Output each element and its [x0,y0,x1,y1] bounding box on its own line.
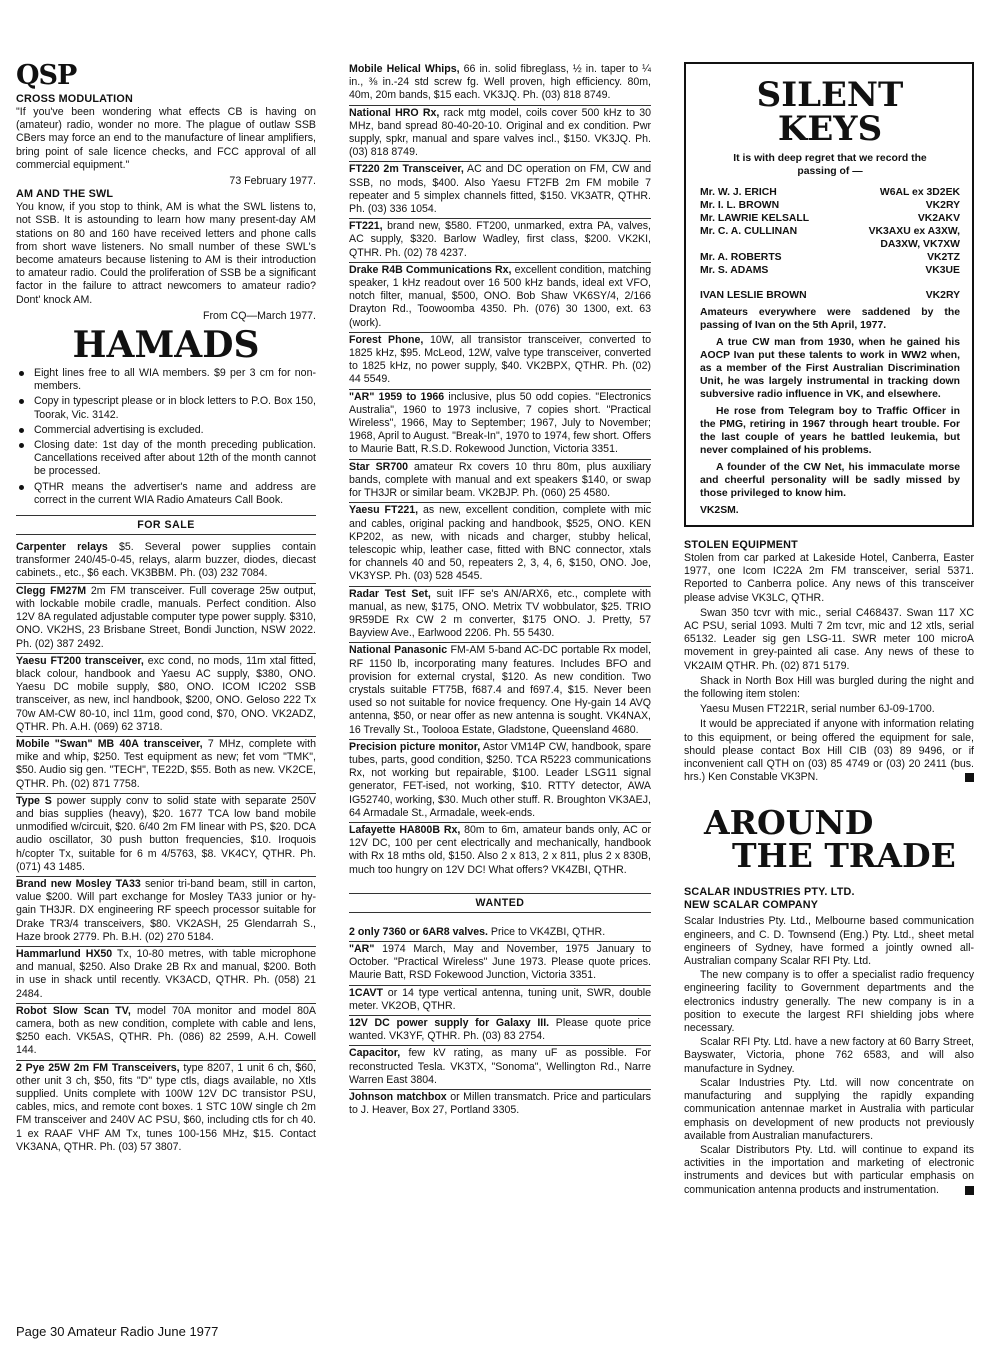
obituary-para: Amateurs everywhere were saddened by the passing of Ivan on the 5th April, 1977. [700,307,960,331]
list-item: Brand new Mosley TA33 senior tri-band beam, still in carton, value $200. Will part exchange for Mosley TA33 junior or hy-gain TH3JR. DX engineering RF speech processor suitable for Drake TR3/4 transceivers, $80. VK2ASH, 25 Glendarrah S., Haze brook 2779. Ph. B.H. (02) 270 5184. [16,877,316,947]
list-item: Robot Slow Scan TV, model 70A monitor and model 80A camera, both as new condition, complete with cable and lens, $250 each. VK5AS, QTHR. Ph. (086) 82 2599, A.H. Cowell 144. [16,1004,316,1061]
stolen-para: Stolen from car parked at Lakeside Hotel, Canberra, Easter 1977, one Icom IC22A 2m FM transceiver, serial 5371. Reported to Canberra police. Any news of this transceiver please advise VK3LC, QTHR. [684,552,974,604]
cross-modulation-heading: CROSS MODULATION [16,93,133,105]
list-item: National Panasonic FM-AM 5-band AC-DC portable Rx model, RF 1150 lb, incorporating many features. Includes BFO and provision for external crystal, $120. As new condition. Two crystals suitable FT75B, f687.4 and f697.4, $15. Never been used so not suitable for novice frequency. One Hy-gain 14 AVQ antenna, $50, or near offer as new antenna is sought. VK4NAX, 16 Trevally St., Toolooa Estate, Gladstone, Queensland 4680. [349,643,651,739]
list-item: Yaesu FT200 transceiver, exc cond, no mods, 11m xtal fitted, black colour, handbook and Yaesu AC supply, $380, ONO. Yaesu DC mobile supply, $80, ONO. ICOM IC202 SSB transceiver, as new, incl handbook, $200, ONO. Geloso 222 Tx 70w AM-CW 80-10, incl 11m, good cond, $70, ONO. VK2ADZ, QTHR. Ph. A.H. (069) 62 3718. [16,654,316,737]
stolen-para: Yaesu Musen FT221R, serial number 6J-09-1700. [700,703,935,716]
stolen-equipment-heading: STOLEN EQUIPMENT [684,539,798,551]
list-item: "AR" 1974 March, May and November, 1975 January to October. "Practical Wireless" June 1973. Please quote prices. Maurie Batt, RSD Fokewood Junction, Victoria 3351. [349,942,651,986]
list-item: Mr. C. A. CULLINAN VK3AXU ex A3XW, [700,226,960,237]
list-item: Johnson matchbox or Millen transmatch. Price and particulars to J. Heaver, Box 27, Portland 3305. [349,1091,651,1117]
list-item: Eight lines free to all WIA members. $9 per 3 cm for non-members. [16,367,316,393]
obituary-para: A founder of the CW Net, his immaculate morse and cheerful personality will be sadly missed by those privileged to know him. [700,462,960,499]
for-sale-list [16,540,316,1156]
list-item: Lafayette HA800B Rx, 80m to 6m, amateur bands only, AC or 12V DC, 100 per cent electrically and mechanically, handbook with Rx 18 mths old, $150. Also 2 x 813, 2 x 811, plus 2 x 830B, much too hungry on 12V DC! What offers? VK4ZBI, QTHR. [349,823,651,876]
obituary-heading: IVAN LESLIE BROWN VK2RY [700,290,960,301]
end-mark-icon [965,773,974,782]
trade-para: Scalar Industries Pty. Ltd., Melbourne based communication engineers, and C. D. Townsend (Eng.) Pty. Ltd., sheet metal engineers of Sydney, have formed a jointly owned all-Australian company Scalar RFI Pty. Ltd. [684,915,974,968]
end-mark-icon [965,1186,974,1195]
list-item: Mr. W. J. ERICH W6AL ex 3D2EK [700,187,960,198]
silent-keys-box [684,62,974,527]
list-item: FT220 2m Transceiver, AC and DC operation on FM, CW and SSB, no mods, $400. Also Yaesu FT2FB 2m FM mobile 7 repeater and 5 simplex channels fitted, $150. VK3ATR, QTHR. Ph. (03) 336 1054. [349,162,651,219]
left-column [16,62,316,1156]
list-item: Copy in typescript please or in block letters to P.O. Box 150, Toorak, Vic. 3142. [16,395,316,421]
hamads-title: HAMADS [72,324,260,367]
for-sale-heading: FOR SALE [16,515,316,535]
page-footer: Page 30 Amateur Radio June 1977 [16,1324,219,1339]
obituary-para: He rose from Telegram boy to Traffic Officer in the PMG, retiring in 1967 through heart trouble. For the last couple of years he battled leukemia, but never complained of his problems. [700,406,960,456]
am-swl-text: You know, if you stop to think, AM is what the SWL listens to, not SSB. It is astounding to learn how many present-day AM stations on 80 and 160 have received letters and phone calls from short wave listeners. No small number of these SWL's become amateurs because listening to AM is their introduction to amateur radio. Could the proliferation of SSB be a significant factor in the failure to attract newcomers to amateur radio? Dont' knock AM. [16,201,316,306]
hamads-rules [16,367,316,507]
list-item: 12V DC power supply for Galaxy III. Please quote price wanted. VK3YF, QTHR. Ph. (03) 83 2754. [349,1016,651,1046]
silent-keys-list [700,186,960,277]
am-swl-heading: AM AND THE SWL [16,188,114,201]
list-item: Type S power supply conv to solid state with separate 250V and bias supplies (heavy), $20. 1677 TCA low band mobile unmodified w/circuit, $20. 6/40 2m FM linear with PS, $20. DCA audio oscillator, 30 push button frequencies, $10. Iroquois h/copter Tx, suitable for 6 m 4/5763, $8. VK4CY, QTHR. Ph. (071) 43 1485. [16,794,316,877]
stolen-para: Shack in North Box Hill was burgled during the night and the following item stolen: [684,674,974,701]
middle-column [349,62,651,1119]
list-item: Radar Test Set, suit IFF se's AN/ARX6, etc., complete with manual, as new, $175, ONO. Metrix TV wobbulator, $25. TRIO 9R59DE Rx CW 2 m converter, $175 ONO. J. Pretty, 57 Bayview Ave., Earlwood 2206. Ph. 55 5430. [349,587,651,644]
list-item: QTHR means the advertiser's name and address are correct in the current WIA Radio Amateurs Call Book. [16,481,316,507]
list-item: Mr. A. ROBERTS VK2TZ [700,252,960,263]
list-item: National HRO Rx, rack mtg model, coils cover 500 kHz to 30 MHz, band spread 80-40-20-10. Original and ex condition. Pwr supply, spkr, manual and spare valves incl., $150. VK3JQ. Ph. (03) 818 8749. [349,106,651,163]
list-item: 2 Pye 25W 2m FM Transceivers, type 8207, 1 unit 6 ch, $60, other unit 3 ch, $50, fits "D" type ctls, diags available, no Xtls supplied. Units complete with 100W 12V DC transistor PSU, cables, mics, and remote cont boxes. 1 STC 10W single ch 2m FM transceiver and 240V AC PSU, $60, including ctls for ch 40. 1 ex RAAF VHF AM Tx, tunes 100-156 MHz, $15. Contact VK3ANA, QTHR. Ph. (03) 57 3807. [16,1061,316,1153]
wanted-list [349,925,651,1120]
trade-para: The new company is to offer a specialist radio frequency engineering facility to Government departments and the electronics industry generally. The new company is in a position to execute the largest RFI shielding jobs where necessary. [684,969,974,1035]
list-item: "AR" 1959 to 1966 inclusive, plus 50 odd copies. "Electronics Australia", 1960 to 1973 inclusive, 7 copies short. "Practical Wireless", 1966, May to September; 1967, July to November; 1968, April to August. "Break-In", 1970 to 1974, few short. Offers to Maurie Batt, R.S.D. Rokewood Junction, Victoria 3351. [349,390,651,460]
list-item: DA3XW, VK7XW [880,239,960,250]
right-column [684,62,974,1197]
list-item: Star SR700 amateur Rx covers 10 thru 80m, plus auxiliary bands, complete with manual and ext speakers $140, or swap for TH3JR or similar beam. VK2BJP. Ph. (060) 25 4580. [349,460,651,504]
trade-heading: SCALAR INDUSTRIES PTY. LTD. [684,886,855,899]
am-swl-source: From CQ—March 1977. [202,309,316,322]
silent-keys-title: SILENT KEYS [756,75,904,149]
cross-modulation-date: 73 February 1977. [229,175,316,188]
list-item: Capacitor, few kV rating, as many uF as possible. For reconstructed Tesla. VK3TX, "Sonoma", Wellington Rd., Narre Warren East 3804. [349,1046,651,1090]
list-item: Carpenter relays $5. Several power supplies contain transformer 240/45-0-45, relays, alarm buzzer, diodes, diecast cabinets., etc., $6 each. VK3BBM. Ph. (03) 232 7084. [16,540,316,584]
qsp-title: QSP [16,60,77,91]
list-item: Forest Phone, 10W, all transistor transceiver, converted to 1825 kHz, $95. McLeod, 12W, valve type transceiver, converted to 1825 kHz, no power supply, $40. VK2BPX, QTHR. Ph. (02) 44 5549. [349,333,651,390]
list-item: Closing date: 1st day of the month preceding publication. Cancellations received after about 12th of the month cannot be processed. [16,439,316,479]
stolen-para: Swan 350 tcvr with mic., serial C468437. Swan 117 XC AC PSU, serial 1093. Multi 7 2m tcvr, mic and 12 xtls, serial 65132. Leader sig gen LSG-11. SWR meter 100 microA movement in grey-painted ali case. Any news of these to VK2AIM QTHR. Ph. (02) 871 5179. [684,606,974,672]
trade-para: Scalar RFI Pty. Ltd. have a new factory at 60 Barry Street, Bayswater, Victoria, phone 762 6583, and will also manufacture in Sydney. [684,1036,974,1075]
around-the-trade-title-line1: AROUND [704,803,874,843]
list-item: Mobile "Swan" MB 40A transceiver, 7 MHz, complete with mike and whip, $250. Test equipment as new; fet vom "TMK", $50. Audio sig gen. "TECH", TE22D, $55. Both as new. VK2CE, QTHR. Ph. (02) 871 7758. [16,737,316,794]
list-item: Hammarlund HX50 Tx, 10-80 metres, with table microphone and manual, $250. Also Drake 2B Rx and manual, $200. Both in use in shack until recently. VK3ACD, QTHR. Ph. (058) 21 2484. [16,947,316,1004]
list-item: Mr. I. L. BROWN VK2RY [700,200,960,211]
trade-subheading: NEW SCALAR COMPANY [684,899,819,912]
list-item: Mobile Helical Whips, 66 in. solid fibreglass, ½ in. taper to ¼ in., ⅜ in.-24 std screw fg. Well proven, high efficiency. 80m, 40m, 20m bands, $15 each. VK3JQ. Ph. (03) 818 8749. [349,62,651,106]
around-the-trade-title-line2: THE TRADE [732,836,956,876]
trade-para: Scalar Industries Pty. Ltd. will now concentrate on manufacturing and supplying the rapidly expanding communication antennae market in Australia with particular emphasis on development of new products not previously available from Australian manufacturers. [684,1076,974,1142]
list-item: FT221, brand new, $580. FT200, unmarked, extra PA, valves, AC supply, $320. Barlow Wadley, first class, $200. VK2KI, QTHR. Ph. (02) 78 4237. [349,219,651,263]
for-sale-list-continued [349,62,651,879]
list-item: Commercial advertising is excluded. [16,424,316,437]
silent-keys-intro: It is with deep regret that we record the passing of — [733,153,927,177]
list-item: Precision picture monitor, Astor VM14P CW, handbook, spare tubes, parts, good condition, $250. TCA R5223 communications Rx, not working but repairable, $100. Leader LSG11 signal generator, FET-ised, not working, $10. RTTY detector, AWA IG52740, working, $30. Much other stuff. R. Broughton VK3AEJ, 64 Armadale St., Armadale, week-ends. [349,740,651,823]
cross-modulation-text: "If you've been wondering what effects CB is having on (amateur) radio, wonder no more. The plague of outlaw SSB CBers may force an end to the manufacture of linear amplifiers, bring point of sale licence checks, and FCC approval of all commercial equipment." [16,106,316,171]
wanted-heading: WANTED [349,893,651,913]
list-item: 2 only 7360 or 6AR8 valves. Price to VK4ZBI, QTHR. [349,925,651,942]
list-item: 1CAVT or 14 type vertical antenna, tuning unit, SWR, double meter. VK2OB, QTHR. [349,986,651,1016]
list-item: Mr. S. ADAMS VK3UE [700,265,960,276]
obituary-para: A true CW man from 1930, when he gained his AOCP Ivan put these talents to work in WW2 when, as a member of the First Australian Discrimination Unit, he was largely instrumental in tracking down subversive radio influence in VK, and elsewhere. [700,337,960,400]
trade-para: Scalar Distributors Pty. Ltd. will continue to expand its activities in the importation and marketing of electronic instruments and devices but with particular emphasis on communication antenna products and instrumentation. [684,1143,974,1196]
list-item: Mr. LAWRIE KELSALL VK2AKV [700,213,960,224]
list-item: Yaesu FT221, as new, excellent condition, complete with mic and cables, original packing and handbook, $525, ONO. KEN KP202, as new, with nicads and charger, stubby helical, telescopic whip, leather case, fitted with BNC connector, xtals for channels 40 and 50, repeaters 2, 3, 4, 6, $150, ONO. Joe, VK3YSP. Ph. (03) 528 4545. [349,503,651,586]
stolen-para: It would be appreciated if anyone with information relating to this equipment, or being offered the equipment for sale, should please contact Box Hill CIB (03) 89 9496, or if inconvenient call QTH on (03) 85 4749 or (03) 20 2411 (bus. hrs.) Ken Constable VK3PN. [684,718,974,784]
obituary-signature: VK2SM. [700,505,739,516]
list-item: Drake R4B Communications Rx, excellent condition, matching speaker, 1 kHz readout over 16 500 kHz bands, ideal ext VFO, notch filter, manual, $500, ONO. Bob Shaw VK6SY/4, 2/166 Drayton Rd., Toowoomba 4350. Ph. (076) 30 1300, ext. 63 (work). [349,263,651,333]
list-item: Clegg FM27M 2m FM transceiver. Full coverage 25w output, with lockable mobile cradle, manuals. Perfect condition. Also 12V 8A regulated adjustable computer type power supply. $310, ONO. VK2HS, 23 Brisbane Street, Bondi Junction, NSW 2022. Ph. (02) 387 2492. [16,584,316,654]
